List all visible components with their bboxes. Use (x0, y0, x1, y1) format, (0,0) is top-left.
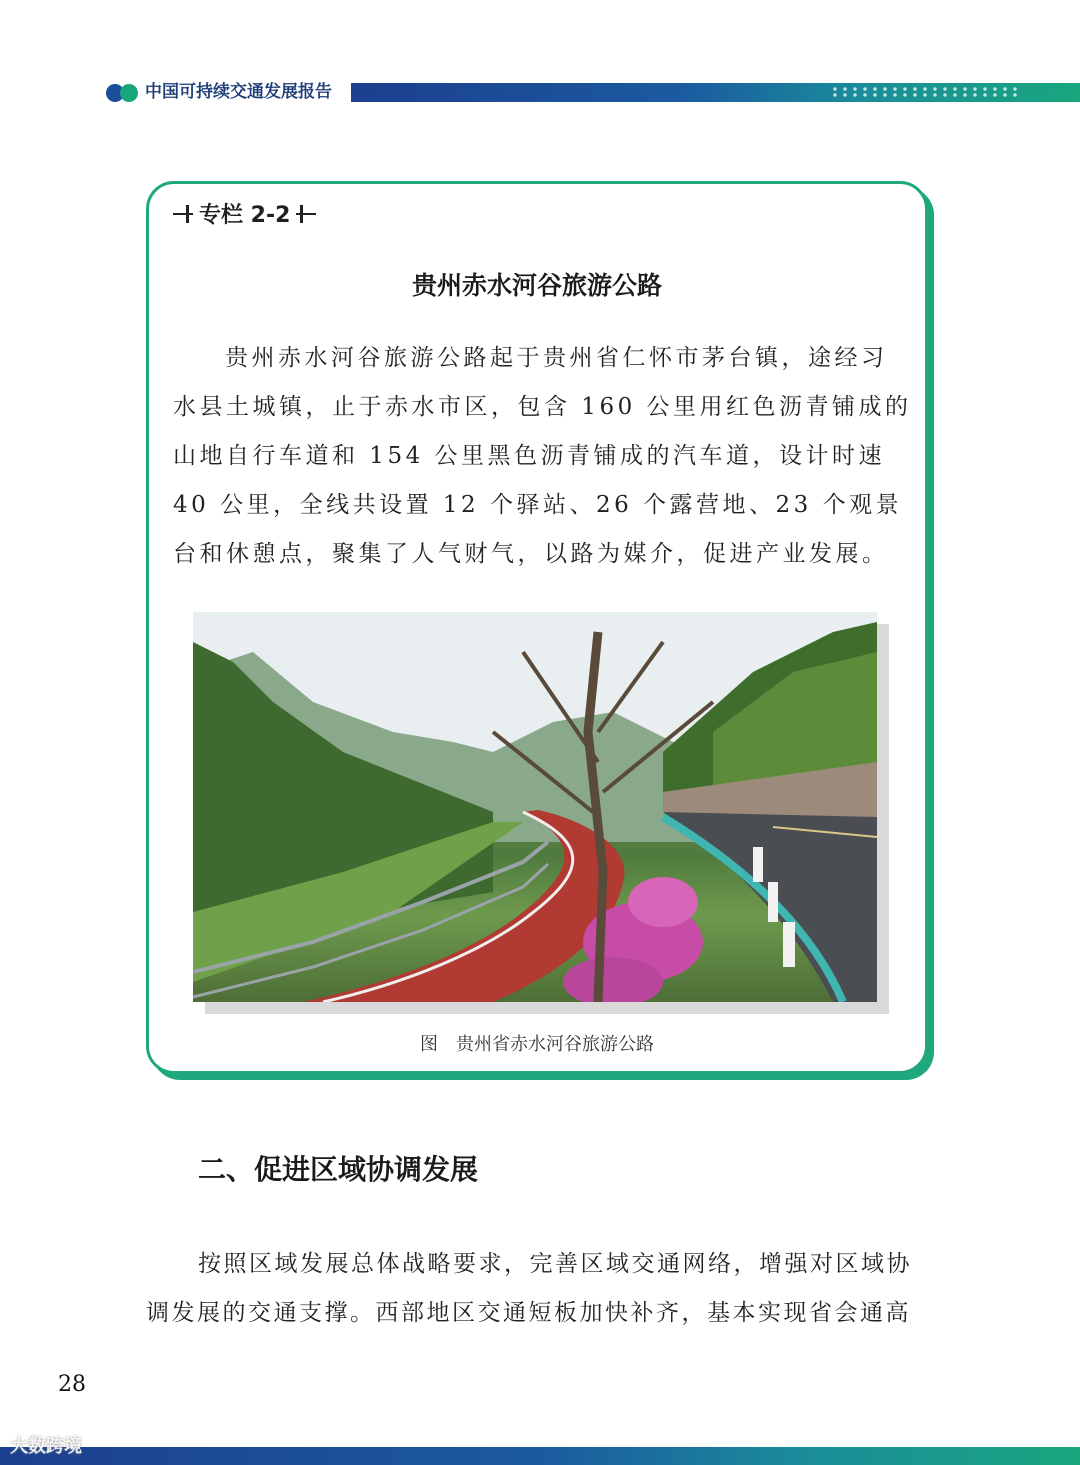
figure-caption-text: 贵州省赤水河谷旅游公路 (456, 1034, 654, 1055)
road-photo (193, 612, 877, 1002)
section-title: 二、促进区域协调发展 (198, 1153, 479, 1186)
column-title: 贵州赤水河谷旅游公路 (411, 271, 662, 300)
watermark: 大数跨境 (10, 1436, 82, 1457)
figure-label: 图 (420, 1034, 438, 1055)
bracket-left-icon (173, 205, 193, 223)
section-paragraph: 按照区域发展总体战略要求，完善区域交通网络，增强对区域协调发展的交通支撑。西部地区交通短板加快补齐，基本实现省会通高 (146, 1251, 912, 1326)
column-label-text: 专栏 2-2 (199, 203, 291, 228)
figure-caption (149, 1030, 925, 1056)
column-label (173, 198, 316, 229)
header-logo-dots (106, 84, 142, 102)
footer-bar (0, 1447, 1080, 1465)
header-bar (351, 83, 1080, 102)
column-paragraph: 贵州赤水河谷旅游公路起于贵州省仁怀市茅台镇，途经习水县土城镇，止于赤水市区，包含 160 公里用红色沥青铺成的山地自行车道和 154 公里黑色沥青铺成的汽车道，设计时速 40 公里，全线共设置 12 个驿站、26 个露营地、23 个观景台和休憩点，聚集了人气财气，以路为媒介，促进产业发展。 (173, 345, 912, 567)
bracket-right-icon (296, 205, 316, 223)
header-report-title: 中国可持续交通发展报告 (145, 82, 332, 102)
page-number: 28 (58, 1372, 86, 1397)
column-box (146, 181, 928, 1074)
